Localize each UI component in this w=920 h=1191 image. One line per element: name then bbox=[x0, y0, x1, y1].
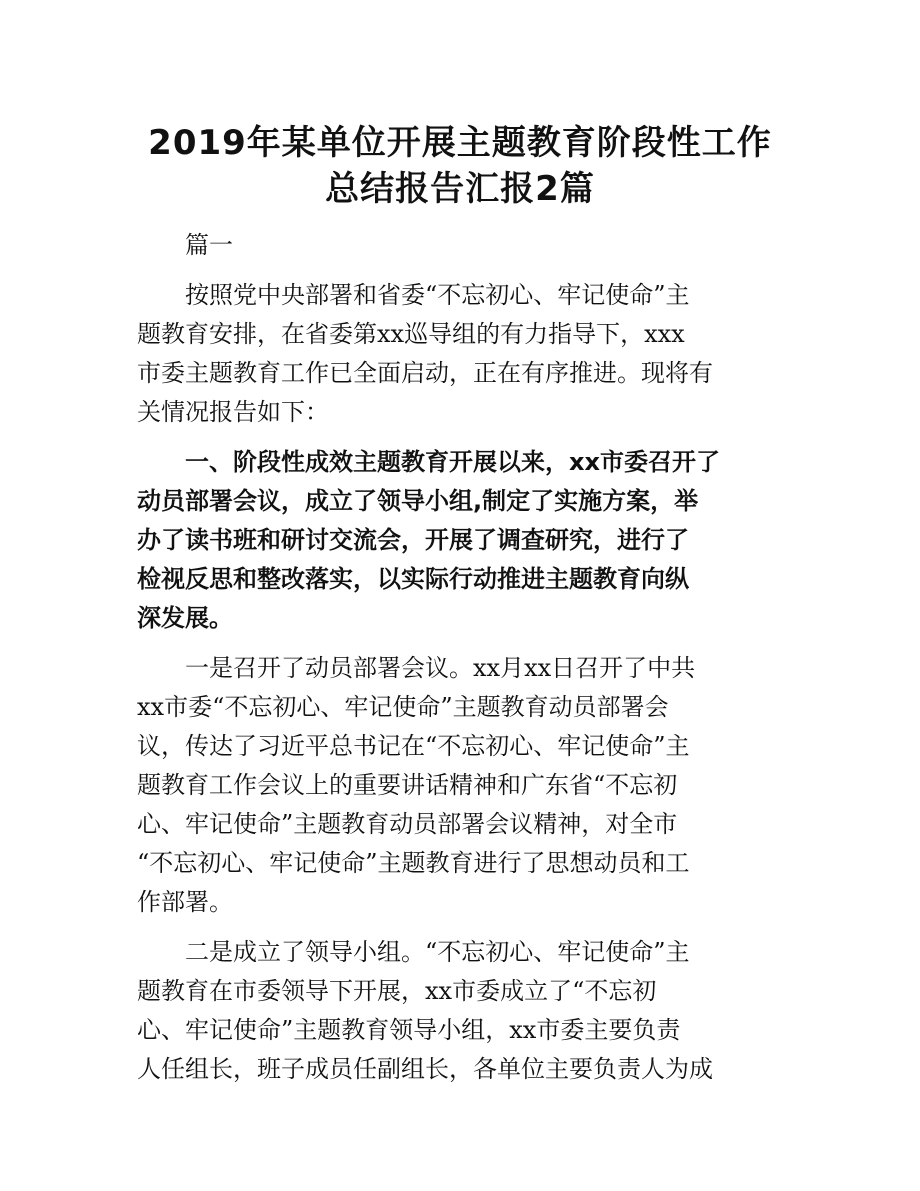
item-two-line: 心、牢记使命”主题教育领导小组，xx市委主要负责 bbox=[137, 1016, 681, 1044]
heading-one-line: 动员部署会议，成立了领导小组,制定了实施方案，举 bbox=[137, 487, 699, 515]
item-one-line: 心、牢记使命”主题教育动员部署会议精神，对全市 bbox=[137, 810, 678, 838]
intro-line: 关情况报告如下： bbox=[137, 398, 329, 426]
intro-paragraph bbox=[137, 276, 792, 432]
item-one-line: 题教育工作会议上的重要讲话精神和广东省“不忘初 bbox=[137, 771, 678, 799]
item-two-line: 二是成立了领导小组。“不忘初心、牢记使命”主 bbox=[185, 938, 690, 966]
heading-one-paragraph bbox=[137, 443, 792, 638]
heading-one-line: 深发展。 bbox=[137, 604, 233, 632]
heading-one-line: 一、阶段性成效主题教育开展以来，xx市委召开了 bbox=[185, 448, 720, 476]
heading-one-line: 办了读书班和研讨交流会，开展了调查研究，进行了 bbox=[137, 526, 689, 554]
intro-line: 按照党中央部署和省委“不忘初心、牢记使命”主 bbox=[185, 281, 690, 309]
document-title-line-2: 总结报告汇报2篇 bbox=[325, 169, 595, 209]
item-one-paragraph bbox=[137, 649, 792, 922]
item-one-line: 作部署。 bbox=[137, 888, 233, 916]
document-title-line-1: 2019年某单位开展主题教育阶段性工作 bbox=[148, 123, 772, 163]
document-body bbox=[137, 226, 792, 1100]
intro-line: 市委主题教育工作已全面启动，正在有序推进。现将有 bbox=[137, 359, 713, 387]
item-one-line: 议，传达了习近平总书记在“不忘初心、牢记使命”主 bbox=[137, 732, 690, 760]
item-one-line: xx市委“不忘初心、牢记使命”主题教育动员部署会 bbox=[137, 693, 669, 721]
item-two-line: 题教育在市委领导下开展，xx市委成立了“不忘初 bbox=[137, 977, 657, 1005]
intro-line: 题教育安排，在省委第xx巡导组的有力指导下，xxx bbox=[137, 320, 685, 348]
heading-one-line: 检视反思和整改落实，以实际行动推进主题教育向纵 bbox=[137, 565, 689, 593]
section-label: 篇一 bbox=[185, 231, 233, 259]
item-two-line: 人任组长，班子成员任副组长，各单位主要负责人为成 bbox=[137, 1055, 713, 1083]
section-label-paragraph bbox=[137, 226, 792, 265]
item-one-line: 一是召开了动员部署会议。xx月xx日召开了中共 bbox=[185, 654, 696, 682]
item-one-line: “不忘初心、牢记使命”主题教育进行了思想动员和工 bbox=[137, 849, 690, 877]
item-two-paragraph bbox=[137, 933, 792, 1089]
